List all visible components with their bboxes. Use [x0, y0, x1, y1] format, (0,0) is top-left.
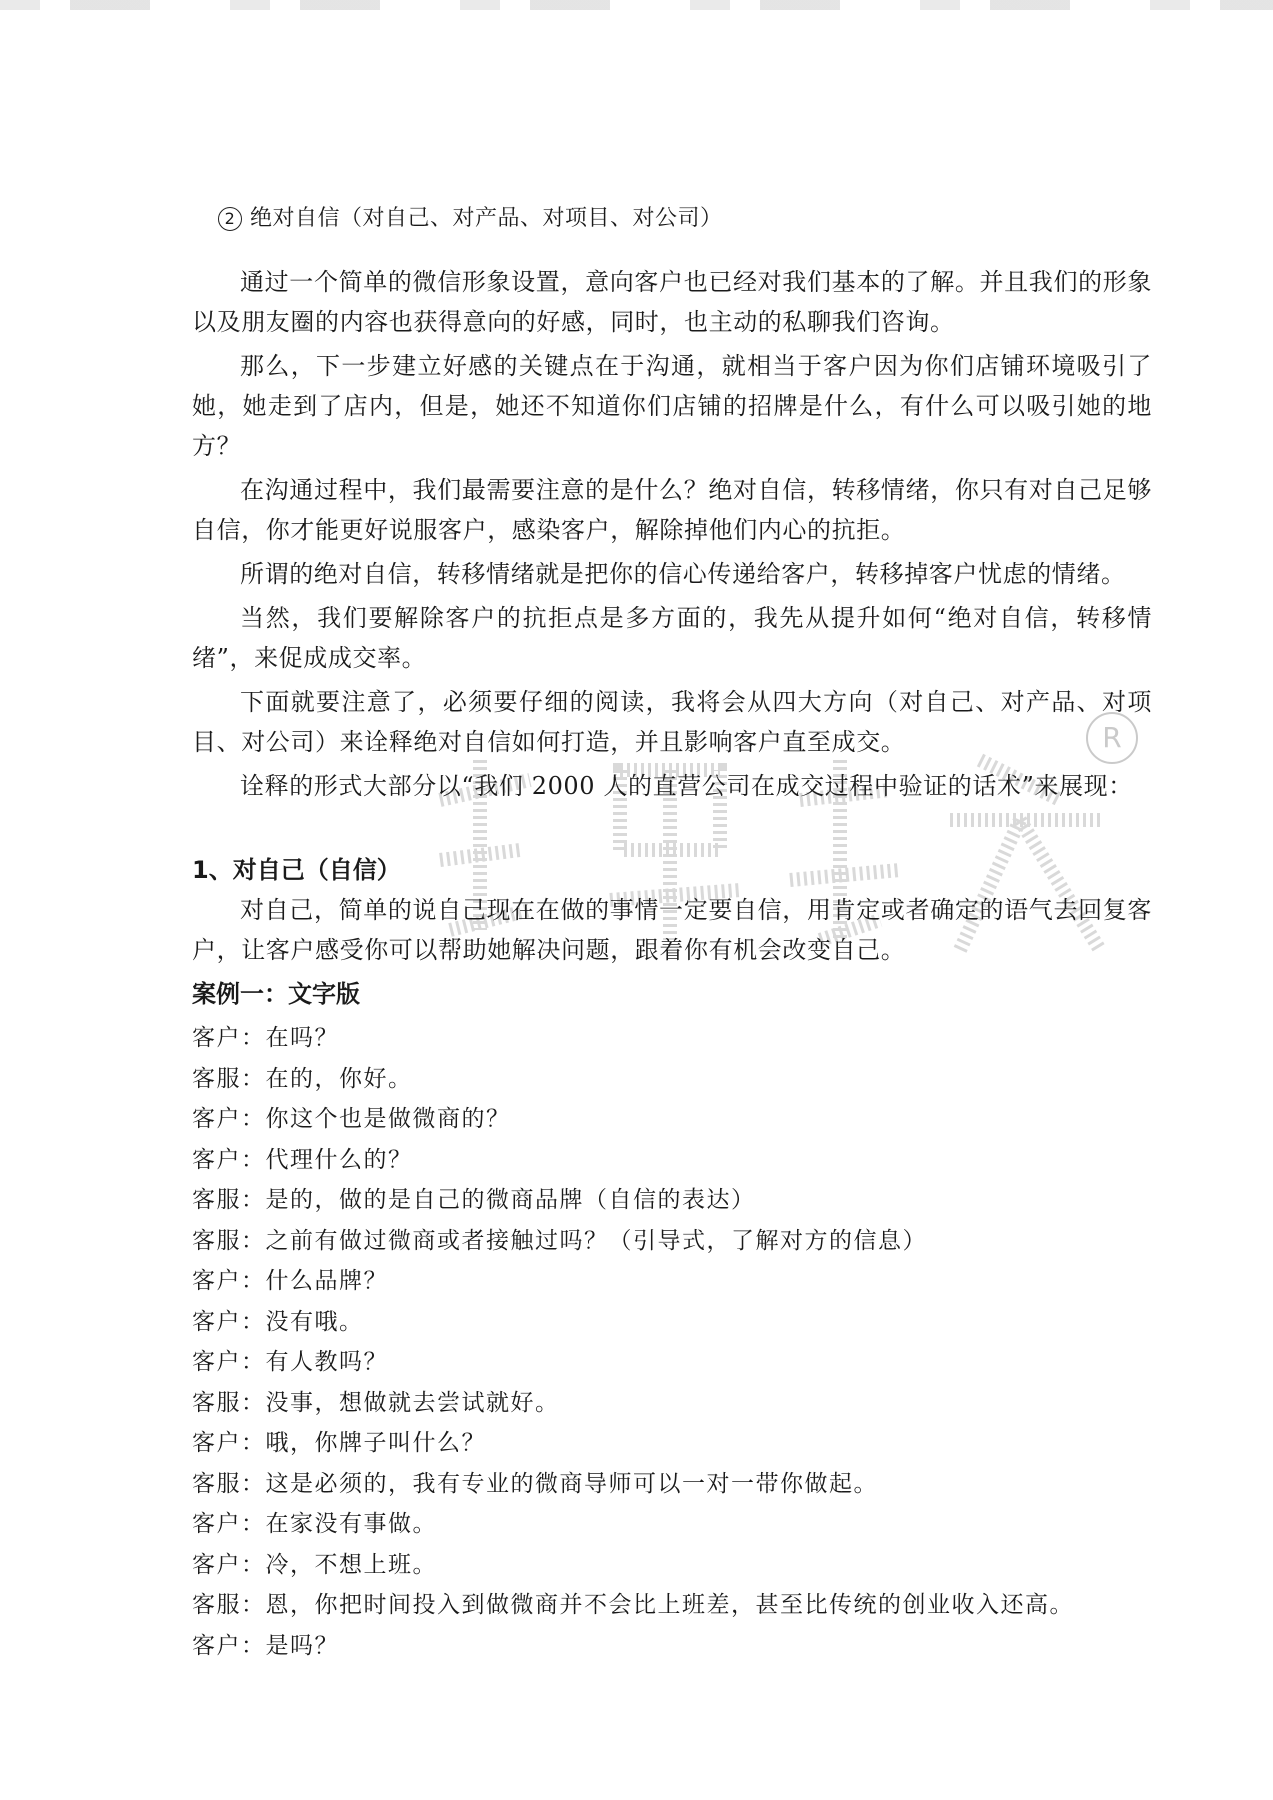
subsection-title: 1、对自己（自信） — [192, 856, 401, 884]
dialog-line: 客服：这是必须的，我有专业的微商导师可以一对一带你做起。 — [192, 1470, 878, 1497]
dialog-line: 客户：没有哦。 — [192, 1308, 364, 1335]
dialog-line: 客户：有人教吗？ — [192, 1349, 388, 1375]
dialog-line: 客服：在的，你好。 — [192, 1065, 413, 1092]
circled-number: 2 — [218, 207, 242, 231]
dialog-line: 客服：是的，做的是自己的微商品牌（自信的表达） — [192, 1187, 756, 1213]
paragraph: 当然，我们要解除客户的抗拒点是多方面的，我先从提升如何“绝对自信，转移情绪”，来促成成交率。 — [192, 604, 1152, 672]
subsection-intro: 对自己，简单的说自己现在在做的事情一定要自信，用肯定或者确定的语气去回复客户，让客户感受你可以帮助她解决问题，跟着你有机会改变自己。 — [192, 896, 1152, 964]
registered-mark: R — [1086, 712, 1138, 764]
dialog-line: 客户：冷，不想上班。 — [192, 1551, 437, 1578]
section-heading — [218, 202, 1152, 236]
dialog-line: 客户：代理什么的？ — [192, 1146, 413, 1173]
dialog-line: 客服：没事，想做就去尝试就好。 — [192, 1389, 560, 1416]
dialog-line: 客户：在家没有事做。 — [192, 1511, 437, 1537]
paragraph: 下面就要注意了，必须要仔细的阅读，我将会从四大方向（对自己、对产品、对项目、对公司）来诠释绝对自信如何打造，并且影响客户直至成交。 — [192, 688, 1152, 756]
section-heading-text: 绝对自信（对自己、对产品、对项目、对公司） — [250, 206, 723, 231]
paragraph: 诠释的形式大部分以“我们 2000 人的直营公司在成交过程中验证的话术”来展现： — [240, 772, 1133, 800]
dialog-line: 客服：恩，你把时间投入到做微商并不会比上班差，甚至比传统的创业收入还高。 — [192, 1592, 1074, 1618]
dialog-line: 客户：什么品牌？ — [192, 1268, 388, 1294]
paragraph: 那么，下一步建立好感的关键点在于沟通，就相当于客户因为你们店铺环境吸引了她，她走到了店内，但是，她还不知道你们店铺的招牌是什么，有什么可以吸引她的地方？ — [192, 352, 1152, 460]
dialog-list — [192, 1018, 1152, 1666]
scan-edge — [0, 0, 1273, 10]
case-title: 案例一：文字版 — [192, 980, 360, 1008]
dialog-line: 客户：是吗？ — [192, 1632, 339, 1659]
paragraph: 在沟通过程中，我们最需要注意的是什么？绝对自信，转移情绪，你只有对自己足够自信，你才能更好说服客户，感染客户，解除掉他们内心的抗拒。 — [192, 476, 1152, 544]
paragraph: 通过一个简单的微信形象设置，意向客户也已经对我们基本的了解。并且我们的形象以及朋友圈的内容也获得意向的好感，同时，也主动的私聊我们咨询。 — [192, 268, 1152, 336]
document-content — [192, 202, 1152, 1666]
dialog-line: 客户：哦，你牌子叫什么？ — [192, 1430, 486, 1456]
dialog-line: 客户：在吗？ — [192, 1025, 339, 1051]
dialog-line: 客户：你这个也是做微商的？ — [192, 1106, 511, 1132]
dialog-line: 客服：之前有做过微商或者接触过吗？（引导式，了解对方的信息） — [192, 1227, 927, 1254]
paragraph: 所谓的绝对自信，转移情绪就是把你的信心传递给客户，转移掉客户忧虑的情绪。 — [240, 560, 1126, 588]
